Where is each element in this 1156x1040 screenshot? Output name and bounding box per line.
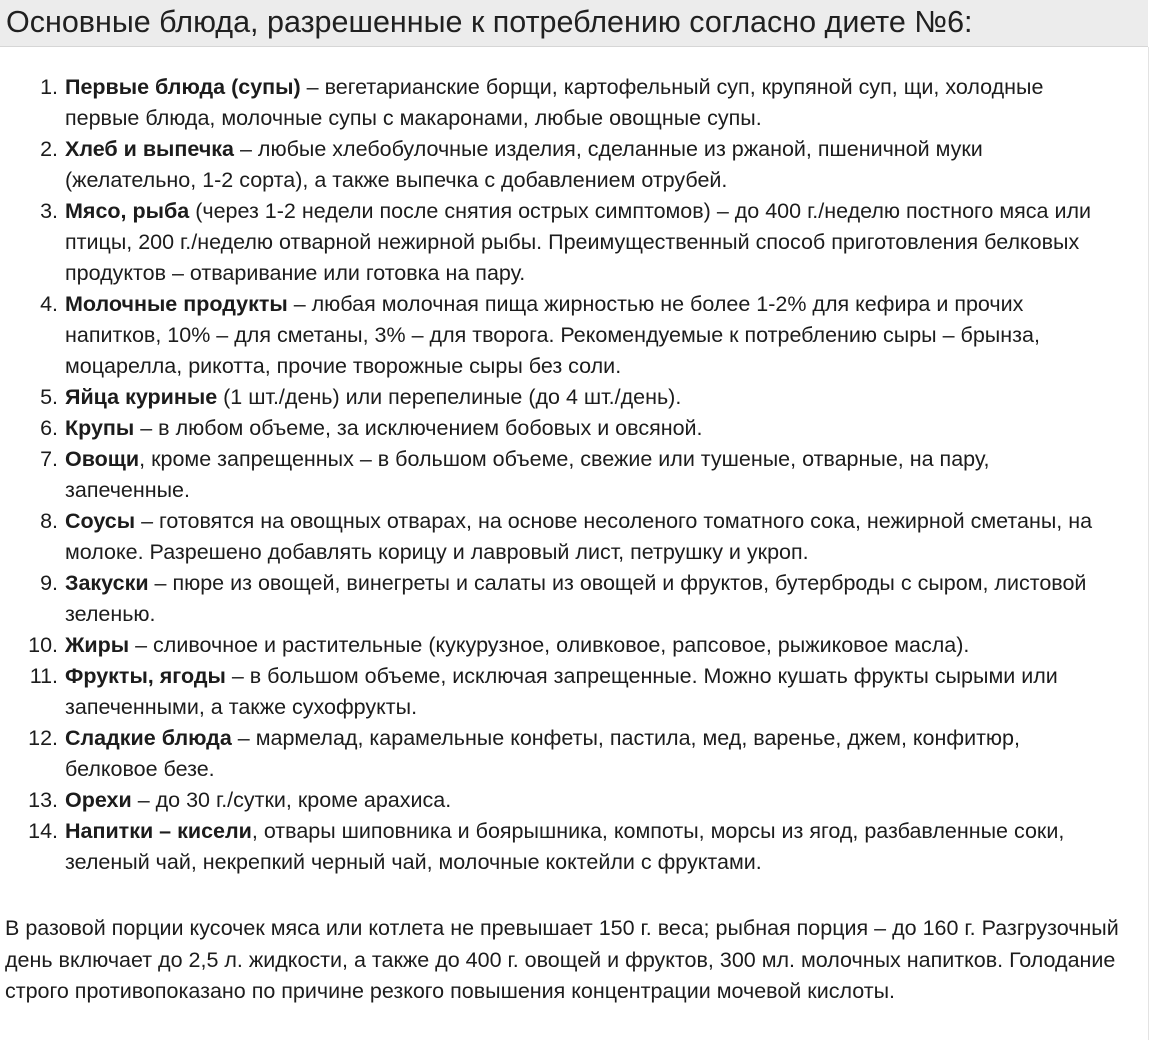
list-item <box>0 723 1110 785</box>
item-name: Закуски <box>65 571 149 595</box>
list-item <box>0 382 1110 413</box>
item-name: Жиры <box>65 633 130 657</box>
item-description: – до 30 г./сутки, кроме арахиса. <box>131 788 452 812</box>
list-item <box>0 444 1110 506</box>
item-number: 1. <box>40 75 58 99</box>
page-title: Основные блюда, разрешенные к потреблению согласно диете №6: <box>6 5 973 39</box>
item-name: Яйца куриные <box>65 385 218 409</box>
item-name: Первые блюда (супы) <box>65 75 301 99</box>
item-number: 10. <box>28 633 58 657</box>
item-name: Молочные продукты <box>65 292 288 316</box>
item-number: 14. <box>28 819 58 843</box>
footer-note: В разовой порции кусочек мяса или котлета не превышает 150 г. веса; рыбная порция – до 160 г. Разгрузочный день включает до 2,5 л. жидкости, а также до 400 г. овощей и фруктов, 300 мл. молочных напитков. Голодание строго противопоказано по причине резкого повышения концентрации мочевой кислоты. <box>5 916 1119 1003</box>
item-number: 2. <box>40 137 58 161</box>
list-item <box>0 568 1110 630</box>
title-bar <box>0 0 1148 47</box>
item-description: – мармелад, карамельные конфеты, пастила, мед, варенье, джем, конфитюр, белковое безе. <box>65 726 1020 781</box>
list-item <box>0 630 1110 661</box>
item-number: 6. <box>40 416 58 440</box>
item-number: 8. <box>40 509 58 533</box>
item-description: – любая молочная пища жирностью не более 1-2% для кефира и прочих напитков, 10% – для сметаны, 3% – для творога. Рекомендуемые к потреблению сыры – брынза, моцарелла, рикотта, прочие творожные сыры без соли. <box>65 292 1040 378</box>
item-name: Напитки – кисели <box>65 819 252 843</box>
item-description: , отвары шиповника и боярышника, компоты, морсы из ягод, разбавленные соки, зеленый чай, некрепкий черный чай, молочные коктейли с фруктами. <box>65 819 1065 874</box>
diet-food-list <box>0 72 1110 878</box>
item-description: – пюре из овощей, винегреты и салаты из овощей и фруктов, бутерброды с сыром, листовой зеленью. <box>65 571 1087 626</box>
list-item <box>0 413 1110 444</box>
item-description: , кроме запрещенных – в большом объеме, свежие или тушеные, отварные, на пару, запеченные. <box>65 447 990 502</box>
list-item <box>0 785 1110 816</box>
list-item <box>0 506 1110 568</box>
item-name: Овощи <box>65 447 140 471</box>
item-name: Фрукты, ягоды <box>65 664 226 688</box>
item-description: – вегетарианские борщи, картофельный суп, крупяной суп, щи, холодные первые блюда, молочные супы с макаронами, любые овощные супы. <box>65 75 1044 130</box>
item-number: 11. <box>29 664 58 688</box>
item-name: Крупы <box>65 416 135 440</box>
item-number: 9. <box>40 571 58 595</box>
item-name: Хлеб и выпечка <box>65 137 235 161</box>
item-name: Мясо, рыба <box>65 199 190 223</box>
list-item <box>0 72 1110 134</box>
item-number: 13. <box>28 788 58 812</box>
item-number: 3. <box>40 199 58 223</box>
list-item <box>0 289 1110 382</box>
item-name: Орехи <box>65 788 132 812</box>
item-description: – сливочное и растительные (кукурузное, оливковое, рапсовое, рыжиковое масла). <box>129 633 970 657</box>
list-item <box>0 816 1110 878</box>
list-item <box>0 661 1110 723</box>
item-description: – в любом объеме, за исключением бобовых и овсяной. <box>134 416 703 440</box>
item-description: (1 шт./день) или перепелиные (до 4 шт./день). <box>217 385 682 409</box>
item-number: 5. <box>40 385 58 409</box>
item-description: – любые хлебобулочные изделия, сделанные из ржаной, пшеничной муки (желательно, 1-2 сорта), а также выпечка с добавлением отрубей. <box>65 137 983 192</box>
item-number: 7. <box>40 447 58 471</box>
item-name: Сладкие блюда <box>65 726 232 750</box>
list-item <box>0 196 1110 289</box>
item-name: Соусы <box>65 509 136 533</box>
item-description: (через 1-2 недели после снятия острых симптомов) – до 400 г./неделю постного мяса или птицы, 200 г./неделю отварной нежирной рыбы. Преимущественный способ приготовления белковых продуктов – отваривание или готовка на пару. <box>65 199 1092 285</box>
item-number: 4. <box>40 292 58 316</box>
item-number: 12. <box>28 726 58 750</box>
list-item <box>0 134 1110 196</box>
item-description: – готовятся на овощных отварах, на основе несоленого томатного сока, нежирной сметаны, на молоке. Разрешено добавлять корицу и лавровый лист, петрушку и укроп. <box>65 509 1093 564</box>
item-description: – в большом объеме, исключая запрещенные. Можно кушать фрукты сырыми или запеченными, а также сухофрукты. <box>65 664 1058 719</box>
